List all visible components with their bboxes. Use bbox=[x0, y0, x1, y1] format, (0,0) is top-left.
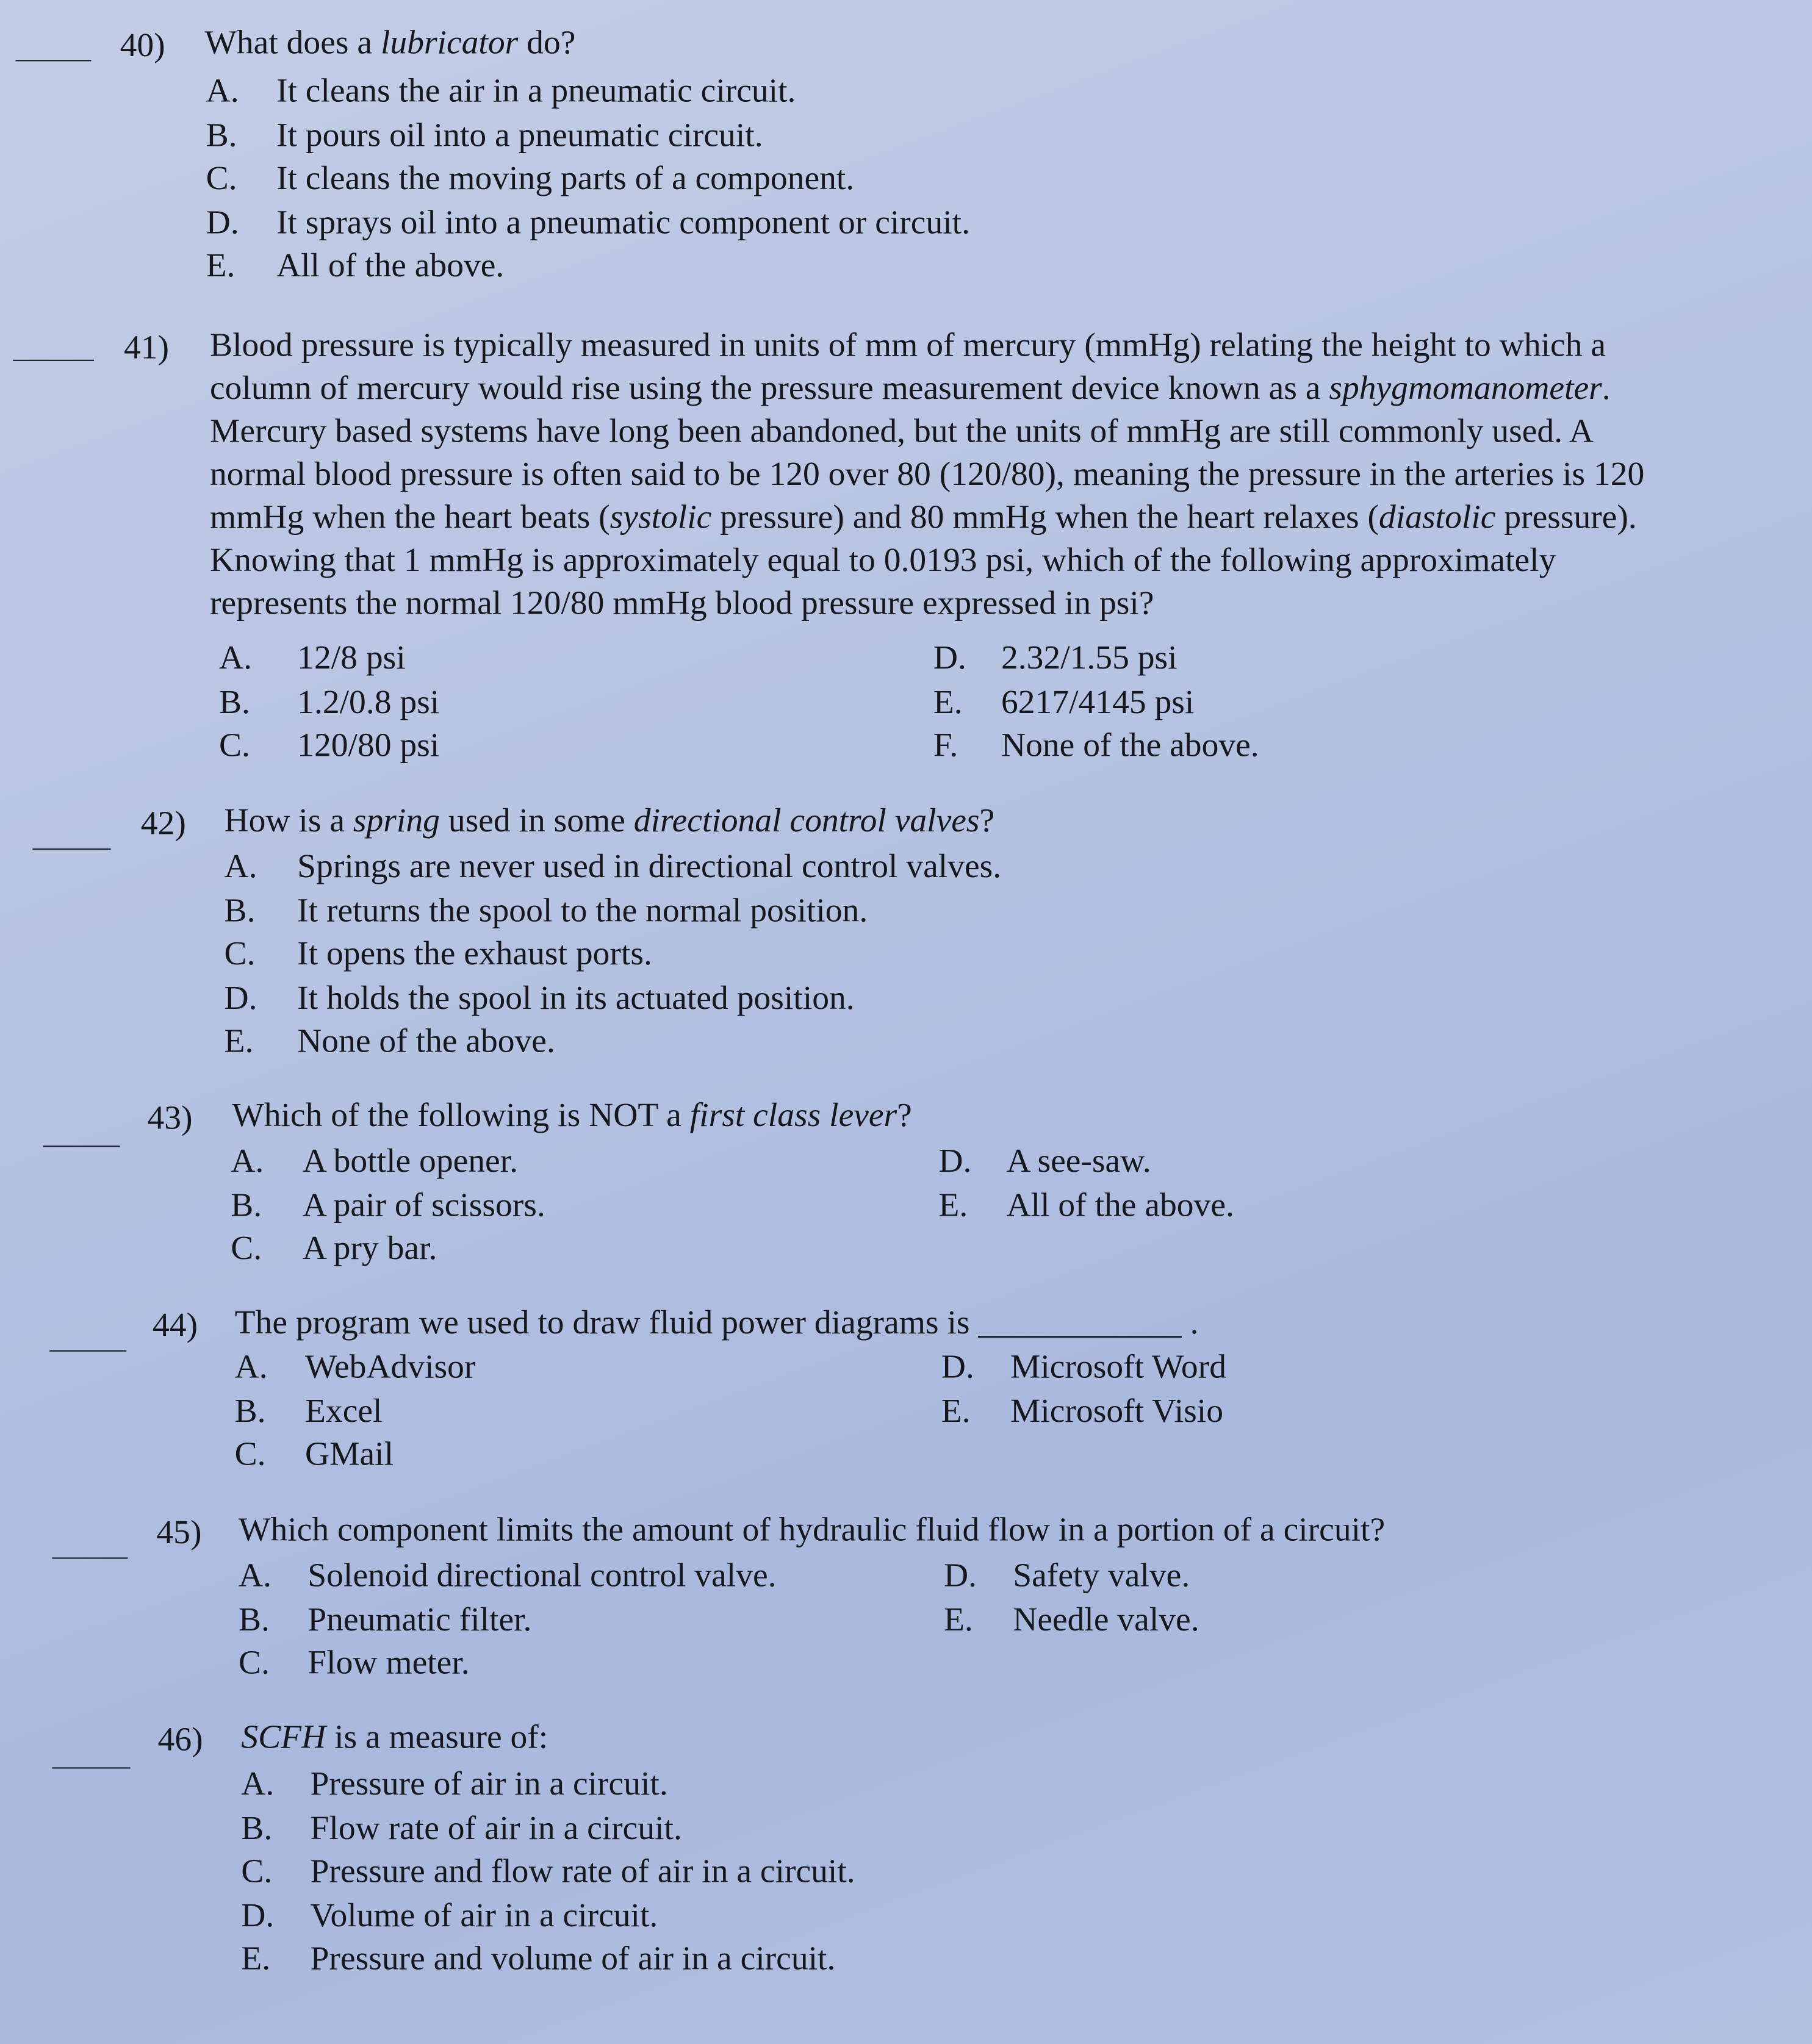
italic-term: SCFH bbox=[241, 1718, 326, 1756]
option-c-text[interactable]: GMail bbox=[304, 1435, 394, 1473]
option-d-label[interactable]: D. bbox=[933, 638, 966, 676]
answer-blank[interactable] bbox=[52, 1557, 128, 1558]
option-a-text[interactable]: 12/8 psi bbox=[297, 638, 406, 676]
option-e-text[interactable]: None of the above. bbox=[297, 1022, 555, 1060]
stem-line bbox=[204, 21, 575, 64]
question-number: 43) bbox=[147, 1099, 193, 1137]
option-e-label[interactable]: E. bbox=[943, 1599, 973, 1638]
option-d-text[interactable]: 2.32/1.55 psi bbox=[1001, 638, 1177, 676]
question-number: 41) bbox=[123, 328, 170, 367]
option-a-text[interactable]: WebAdvisor bbox=[304, 1347, 476, 1386]
option-c-label[interactable]: C. bbox=[206, 159, 237, 198]
italic-term: systolic bbox=[609, 498, 712, 536]
stem-text: mmHg when the heart beats ( bbox=[210, 498, 610, 536]
option-c-text[interactable]: It opens the exhaust ports. bbox=[297, 934, 652, 973]
italic-term: lubricator bbox=[380, 23, 519, 62]
option-e-label[interactable]: E. bbox=[241, 1940, 271, 1978]
stem-line bbox=[239, 1508, 1385, 1551]
option-b-text[interactable]: A pair of scissors. bbox=[302, 1185, 545, 1224]
option-c-label[interactable]: C. bbox=[231, 1229, 262, 1268]
italic-term: diastolic bbox=[1379, 498, 1496, 536]
stem-line bbox=[210, 581, 1644, 625]
answer-blank[interactable] bbox=[43, 1146, 120, 1147]
stem-text: used in some bbox=[439, 801, 634, 840]
answer-blank[interactable] bbox=[52, 1767, 130, 1768]
option-e-label[interactable]: E. bbox=[938, 1185, 968, 1224]
answer-blank[interactable] bbox=[32, 848, 110, 850]
option-b-text[interactable]: It returns the spool to the normal position. bbox=[297, 891, 868, 929]
option-a-text[interactable]: Pressure of air in a circuit. bbox=[310, 1765, 668, 1803]
question-number: 40) bbox=[120, 26, 165, 64]
option-b-label[interactable]: B. bbox=[234, 1391, 266, 1430]
stem-text: Mercury based systems have long been abandoned, but the units of mmHg are still commonly used. A bbox=[210, 412, 1594, 450]
option-b-text[interactable]: It pours oil into a pneumatic circuit. bbox=[276, 115, 763, 154]
stem-line bbox=[241, 1715, 548, 1759]
stem-text: . bbox=[1602, 368, 1611, 407]
stem-line bbox=[225, 799, 995, 842]
question-stem bbox=[239, 1508, 1385, 1551]
stem-line bbox=[210, 409, 1644, 453]
stem-text: ? bbox=[897, 1096, 912, 1134]
option-c-label[interactable]: C. bbox=[241, 1852, 273, 1890]
option-b-text[interactable]: 1.2/0.8 psi bbox=[297, 682, 440, 720]
option-e-text[interactable]: All of the above. bbox=[276, 246, 505, 285]
stem-text: Knowing that 1 mmHg is approximately equal to 0.0193 psi, which of the following approximately bbox=[210, 540, 1556, 579]
option-a-text[interactable]: Springs are never used in directional control valves. bbox=[297, 847, 1002, 885]
option-a-label[interactable]: A. bbox=[239, 1556, 272, 1594]
answer-blank[interactable] bbox=[13, 360, 93, 361]
italic-term: spring bbox=[353, 801, 440, 840]
stem-line bbox=[210, 452, 1644, 495]
option-e-text[interactable]: 6217/4145 psi bbox=[1001, 682, 1195, 720]
option-e-label[interactable]: E. bbox=[941, 1391, 971, 1430]
option-a-label[interactable]: A. bbox=[234, 1347, 268, 1386]
stem-text: What does a bbox=[204, 23, 381, 62]
option-b-text[interactable]: Pneumatic filter. bbox=[307, 1599, 532, 1638]
stem-line bbox=[210, 366, 1644, 409]
option-b-text[interactable]: Excel bbox=[304, 1391, 383, 1430]
question-number: 45) bbox=[156, 1513, 202, 1551]
option-c-label[interactable]: C. bbox=[218, 726, 250, 764]
option-d-text[interactable]: A see-saw. bbox=[1006, 1141, 1151, 1180]
option-a-label[interactable]: A. bbox=[206, 71, 239, 110]
stem-text: Which component limits the amount of hydraulic fluid flow in a portion of a circuit? bbox=[239, 1510, 1386, 1549]
option-b-label[interactable]: B. bbox=[231, 1185, 262, 1224]
option-c-text[interactable]: It cleans the moving parts of a component. bbox=[276, 159, 855, 198]
option-e-label[interactable]: E. bbox=[206, 246, 235, 285]
option-c-label[interactable]: C. bbox=[224, 934, 256, 973]
stem-text: normal blood pressure is often said to be 120 over 80 (120/80), meaning the pressure in the arteries is 120 bbox=[210, 454, 1645, 493]
option-a-text[interactable]: It cleans the air in a pneumatic circuit. bbox=[276, 71, 796, 110]
question-number: 46) bbox=[157, 1720, 203, 1759]
stem-line bbox=[210, 495, 1644, 539]
option-a-label[interactable]: A. bbox=[218, 638, 252, 676]
stem-text: Blood pressure is typically measured in units of mm of mercury (mmHg) relating the height to which a bbox=[210, 326, 1606, 364]
option-d-label[interactable]: D. bbox=[206, 203, 239, 241]
stem-text: is a measure of: bbox=[326, 1718, 548, 1756]
option-c-label[interactable]: C. bbox=[234, 1435, 266, 1473]
option-f-label[interactable]: F. bbox=[933, 726, 958, 764]
option-c-label[interactable]: C. bbox=[239, 1643, 270, 1682]
stem-line bbox=[232, 1094, 912, 1137]
option-a-label[interactable]: A. bbox=[224, 847, 257, 885]
question-stem bbox=[241, 1715, 548, 1759]
option-d-text[interactable]: It sprays oil into a pneumatic component or circuit. bbox=[276, 203, 971, 241]
stem-text: ? bbox=[979, 801, 995, 840]
option-e-label[interactable]: E. bbox=[933, 682, 963, 720]
option-b-label[interactable]: B. bbox=[241, 1808, 273, 1846]
answer-blank[interactable] bbox=[16, 60, 92, 61]
question-stem bbox=[225, 799, 995, 842]
stem-text: column of mercury would rise using the pressure measurement device known as a bbox=[210, 368, 1329, 407]
option-e-label[interactable]: E. bbox=[224, 1022, 254, 1060]
option-b-label[interactable]: B. bbox=[206, 115, 237, 154]
question-number: 42) bbox=[140, 804, 186, 842]
question-stem bbox=[204, 21, 575, 64]
option-e-text[interactable]: All of the above. bbox=[1006, 1185, 1234, 1224]
question-stem bbox=[210, 323, 1644, 625]
option-d-text[interactable]: It holds the spool in its actuated position. bbox=[297, 978, 855, 1017]
option-d-label[interactable]: D. bbox=[938, 1141, 972, 1180]
option-e-text[interactable]: Pressure and volume of air in a circuit. bbox=[310, 1940, 836, 1978]
italic-term: directional control valves bbox=[633, 801, 980, 840]
option-d-label[interactable]: D. bbox=[943, 1556, 977, 1594]
stem-text: do? bbox=[518, 23, 576, 62]
option-a-label[interactable]: A. bbox=[231, 1141, 264, 1180]
option-b-label[interactable]: B. bbox=[239, 1599, 270, 1638]
question-stem bbox=[232, 1094, 912, 1137]
option-c-text[interactable]: Pressure and flow rate of air in a circuit. bbox=[310, 1852, 855, 1890]
option-d-text[interactable]: Safety valve. bbox=[1013, 1556, 1190, 1594]
option-e-text[interactable]: Microsoft Visio bbox=[1010, 1391, 1223, 1430]
option-a-text[interactable]: A bottle opener. bbox=[302, 1141, 519, 1180]
question-stem bbox=[235, 1300, 1199, 1344]
stem-text: The program we used to draw fluid power diagrams is ____________ . bbox=[234, 1303, 1199, 1341]
option-a-label[interactable]: A. bbox=[241, 1765, 275, 1803]
stem-line bbox=[235, 1300, 1199, 1344]
stem-text: pressure). bbox=[1495, 498, 1637, 536]
stem-text: pressure) and 80 mmHg when the heart relaxes ( bbox=[711, 498, 1379, 536]
option-c-text[interactable]: Flow meter. bbox=[307, 1643, 470, 1682]
answer-blank[interactable] bbox=[49, 1350, 126, 1352]
option-d-text[interactable]: Microsoft Word bbox=[1010, 1347, 1226, 1386]
option-d-label[interactable]: D. bbox=[241, 1896, 275, 1934]
question-number: 44) bbox=[152, 1305, 198, 1344]
stem-text: How is a bbox=[224, 801, 353, 840]
option-d-text[interactable]: Volume of air in a circuit. bbox=[310, 1896, 658, 1934]
option-e-text[interactable]: Needle valve. bbox=[1013, 1599, 1199, 1638]
option-a-text[interactable]: Solenoid directional control valve. bbox=[307, 1556, 777, 1594]
option-d-label[interactable]: D. bbox=[941, 1347, 974, 1386]
option-d-label[interactable]: D. bbox=[224, 978, 257, 1017]
stem-line bbox=[210, 538, 1644, 581]
option-b-label[interactable]: B. bbox=[224, 891, 256, 929]
italic-term: sphygmomanometer bbox=[1329, 368, 1602, 407]
option-c-text[interactable]: 120/80 psi bbox=[297, 726, 440, 764]
option-b-text[interactable]: Flow rate of air in a circuit. bbox=[310, 1808, 682, 1846]
option-c-text[interactable]: A pry bar. bbox=[302, 1229, 437, 1268]
option-b-label[interactable]: B. bbox=[218, 682, 250, 720]
stem-text: Which of the following is NOT a bbox=[232, 1096, 690, 1134]
stem-text: represents the normal 120/80 mmHg blood pressure expressed in psi? bbox=[210, 584, 1154, 622]
stem-line bbox=[210, 323, 1644, 367]
option-f-text[interactable]: None of the above. bbox=[1001, 726, 1259, 764]
italic-term: first class lever bbox=[689, 1096, 897, 1134]
